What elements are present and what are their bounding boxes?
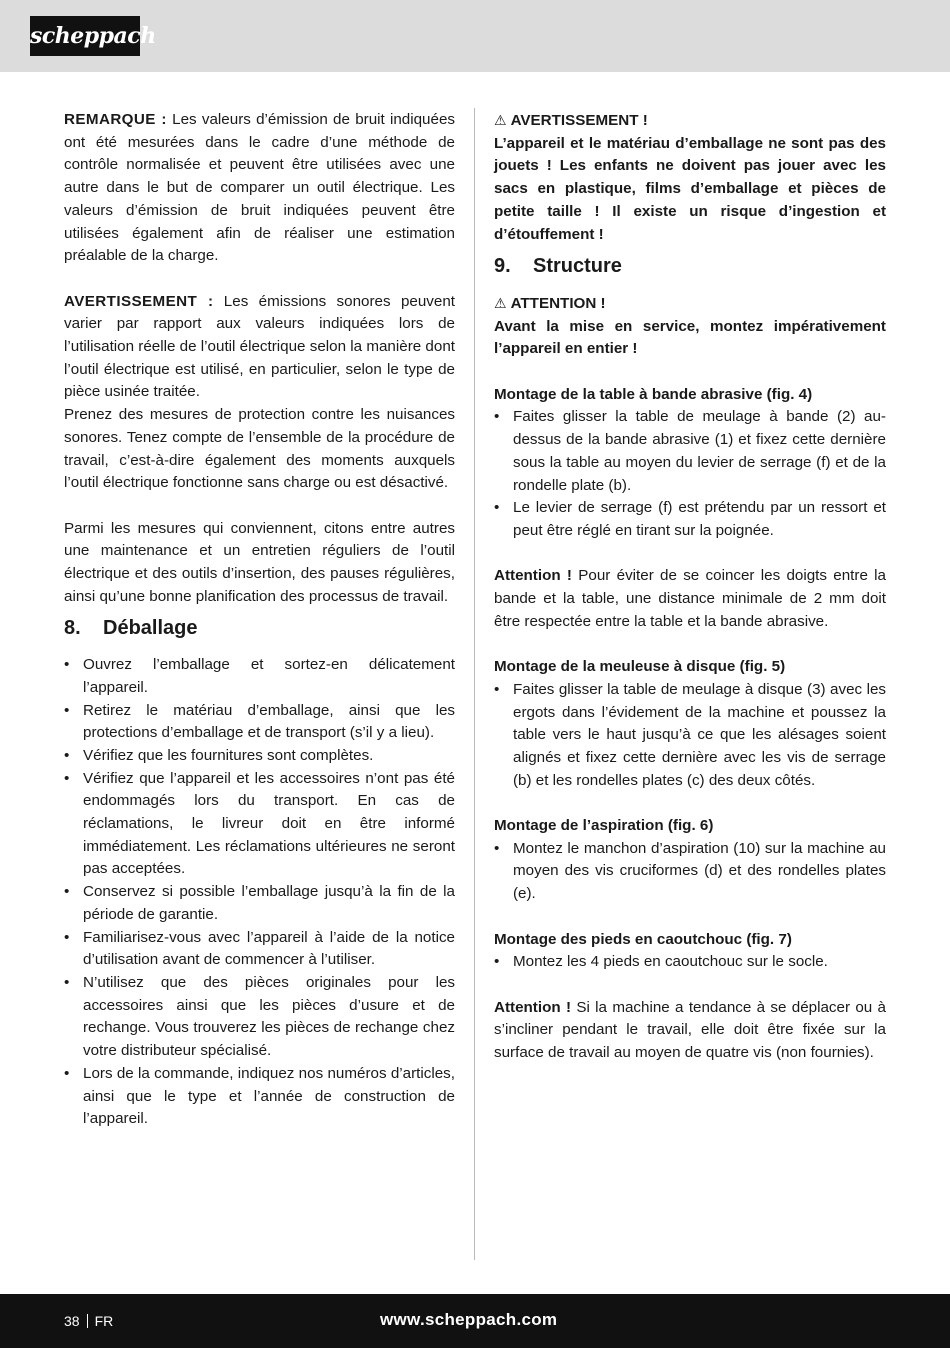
unpacking-item: • Retirez le matériau d’emballage, ainsi que les protections d’emballage et de transport (s’il y a lieu). [64, 700, 455, 745]
disc-sander-item: • Faites glisser la table de meulage à disque (3) avec les ergots dans l’évidement de la machine et poussez la table vers le haut jusqu’à ce que les alésages soient alignés et fixez cette dernière avec les vis de serrage (b) et les rondelles plates (c) des deux côtés. [494, 679, 886, 793]
protection-paragraph: Prenez des mesures de protection contre les nuisances sonores. Tenez compte de l’ensemble de la procédure de travail, c’est-à-dire également des moments auxquels l’outil électrique fonctionne sans charge ou est désactivé. [64, 406, 455, 492]
noise-warning-paragraph [64, 291, 455, 405]
finger-attention-paragraph [494, 565, 886, 633]
packaging-warning-body: L’appareil et le matériau d’emballage ne sont pas des jouets ! Les enfants ne doivent pas jouer avec les sacs en plastique, films d’emballage et pièces de petite taille ! Il existe un risque d’ingestion et d’étouffement ! [494, 134, 886, 243]
suction-heading: Montage de l’aspiration (fig. 6) [494, 817, 714, 835]
column-divider [474, 108, 475, 1260]
warning-triangle-icon: ⚠ [494, 294, 507, 311]
disc-sander-list [494, 679, 886, 793]
page-number: 38 [64, 1313, 80, 1329]
assembly-attention-label: ATTENTION ! [510, 294, 606, 312]
finger-attention-text: Pour éviter de se coincer les doigts entre la bande et la table, une distance minimale de 2 mm doit être respectée entre la table et la bande abrasive. [494, 567, 886, 630]
rubber-feet-item: • Montez les 4 pieds en caoutchouc sur le socle. [494, 951, 886, 974]
belt-table-list [494, 406, 886, 542]
section-8-heading [64, 608, 455, 654]
noise-warning-text: Les émissions sonores peuvent varier par rapport aux valeurs indiquées lors de l’utilisation réelle de l’outil électrique selon la manière dont l’outil électrique est utilisé, en particulier, selon le type de pièce usinée traitée. [64, 292, 455, 401]
measures-paragraph: Parmi les mesures qui conviennent, citons entre autres une maintenance et un entretien réguliers de l’outil électrique et des outils d’insertion, des pauses régulières, ainsi qu’une bonne planification des processus de travail. [64, 519, 455, 605]
belt-table-item: • Le levier de serrage (f) est prétendu par un ressort et peut être réglé en tirant sur la poignée. [494, 497, 886, 542]
section-8-title: Déballage [103, 617, 198, 640]
remark-paragraph [64, 109, 455, 268]
unpacking-item: • Familiarisez-vous avec l’appareil à l’aide de la notice d’utilisation avant de commencer à l’utiliser. [64, 927, 455, 972]
right-column [494, 109, 886, 1065]
assembly-attention-heading [494, 292, 886, 316]
website-link[interactable]: www.scheppach.com [380, 1310, 558, 1329]
unpacking-item: • Ouvrez l’emballage et sortez-en délicatement l’appareil. [64, 654, 455, 699]
finger-attention-label: Attention ! [494, 567, 572, 585]
warning-triangle-icon: ⚠ [494, 112, 507, 128]
left-column [64, 109, 455, 1131]
noise-warning-label: AVERTISSEMENT : [64, 292, 214, 310]
unpacking-list [64, 654, 455, 1131]
page-indicator [64, 1311, 113, 1331]
rubber-feet-list [494, 951, 886, 974]
remark-label: REMARQUE : [64, 111, 167, 128]
language-code: FR [94, 1313, 114, 1329]
belt-table-heading: Montage de la table à bande abrasive (fig. 4) [494, 385, 813, 403]
packaging-warning-label: AVERTISSEMENT ! [510, 112, 648, 129]
fixing-attention-label: Attention ! [494, 998, 572, 1016]
page-header [0, 0, 950, 72]
section-9-title: Structure [533, 255, 622, 278]
unpacking-item: • Lors de la commande, indiquez nos numéros d’articles, ainsi que le type et l’année de construction de l’appareil. [64, 1063, 455, 1131]
assembly-attention-body: Avant la mise en service, montez impérativement l’appareil en entier ! [494, 317, 886, 358]
page-footer [0, 1294, 950, 1348]
scheppach-logo: scheppach [30, 16, 140, 56]
unpacking-item: • Vérifiez que l’appareil et les accessoires n’ont pas été endommagés lors du transport. En cas de réclamations, le livreur doit en être informé immédiatement. Les réclamations ultérieures ne seront pas acceptées. [64, 768, 455, 882]
fixing-attention-paragraph [494, 997, 886, 1065]
belt-table-item: • Faites glisser la table de meulage à bande (2) au-dessus de la bande abrasive (1) et fixez cette dernière sous la table au moyen du levier de serrage (f) et de la rondelle plate (b). [494, 406, 886, 497]
unpacking-item: • Vérifiez que les fournitures sont complètes. [64, 745, 455, 768]
packaging-warning-heading [494, 109, 886, 133]
section-9-heading [494, 246, 886, 292]
suction-item: • Montez le manchon d’aspiration (10) sur la machine au moyen des vis cruciformes (d) et des rondelles plates (e). [494, 838, 886, 906]
rubber-feet-heading: Montage des pieds en caoutchouc (fig. 7) [494, 930, 792, 948]
page-separator [87, 1314, 88, 1328]
section-9-number: 9. [494, 255, 511, 278]
unpacking-item: • Conservez si possible l’emballage jusqu’à la fin de la période de garantie. [64, 881, 455, 926]
unpacking-item: • N’utilisez que des pièces originales pour les accessoires ainsi que les pièces d’usure et de rechange. Vous trouverez les pièces de rechange chez votre distributeur spécialisé. [64, 972, 455, 1063]
suction-list [494, 838, 886, 906]
disc-sander-heading: Montage de la meuleuse à disque (fig. 5) [494, 658, 786, 676]
fixing-attention-text: Si la machine a tendance à se déplacer ou à s’incliner pendant le travail, elle doit être fixée sur la surface de travail au moyen de quatre vis (non fournies). [494, 998, 886, 1062]
remark-text: Les valeurs d’émission de bruit indiquées ont été mesurées dans le cadre d’une méthode de contrôle normalisée et peuvent être utilisées avec une autre dans le but de comparer un outil électrique. Les valeurs d’émission de bruit indiquées peuvent être utilisées également afin de réaliser une estimation préalable de la charge. [64, 111, 455, 265]
section-8-number: 8. [64, 617, 81, 640]
